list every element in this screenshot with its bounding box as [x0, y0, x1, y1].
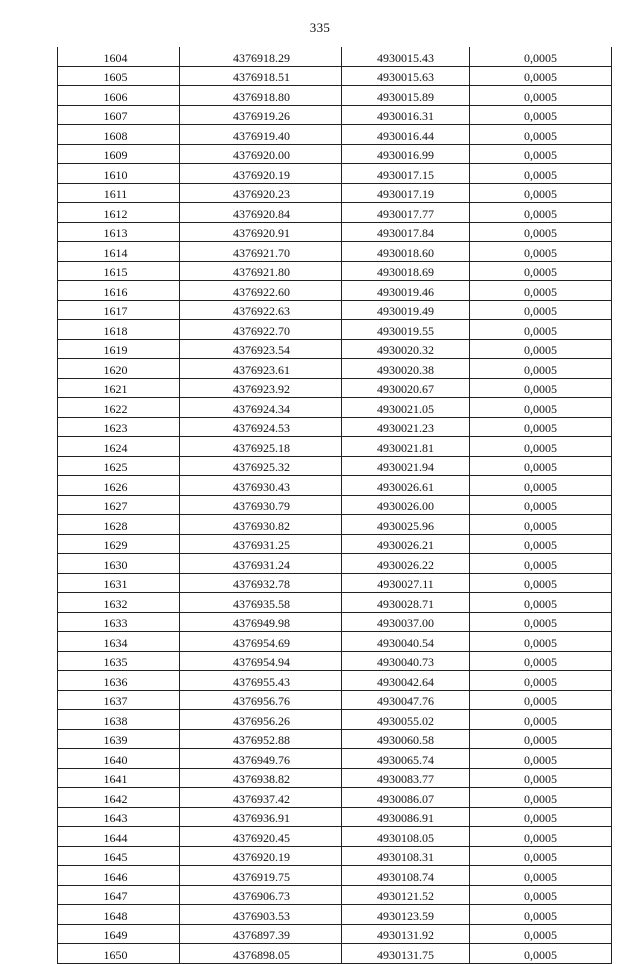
x-coordinate-cell: 4376937.42	[180, 788, 342, 808]
error-cell: 0,0005	[470, 66, 612, 86]
table-row	[58, 827, 612, 847]
y-coordinate-cell: 4930019.55	[342, 320, 470, 340]
error-cell: 0,0005	[470, 281, 612, 301]
table-row	[58, 164, 612, 184]
table-row	[58, 690, 612, 710]
error-cell: 0,0005	[470, 710, 612, 730]
table-row	[58, 339, 612, 359]
table-row	[58, 242, 612, 262]
point-number-cell: 1639	[58, 729, 180, 749]
table-row	[58, 534, 612, 554]
x-coordinate-cell: 4376931.25	[180, 534, 342, 554]
point-number-cell: 1609	[58, 144, 180, 164]
coordinates-table-body	[58, 47, 612, 963]
y-coordinate-cell: 4930017.19	[342, 183, 470, 203]
point-number-cell: 1638	[58, 710, 180, 730]
x-coordinate-cell: 4376920.23	[180, 183, 342, 203]
y-coordinate-cell: 4930086.91	[342, 807, 470, 827]
y-coordinate-cell: 4930131.92	[342, 924, 470, 944]
x-coordinate-cell: 4376938.82	[180, 768, 342, 788]
error-cell: 0,0005	[470, 242, 612, 262]
table-row	[58, 651, 612, 671]
y-coordinate-cell: 4930108.05	[342, 827, 470, 847]
point-number-cell: 1625	[58, 456, 180, 476]
table-row	[58, 632, 612, 652]
x-coordinate-cell: 4376920.45	[180, 827, 342, 847]
table-row	[58, 905, 612, 925]
error-cell: 0,0005	[470, 632, 612, 652]
point-number-cell: 1626	[58, 476, 180, 496]
x-coordinate-cell: 4376906.73	[180, 885, 342, 905]
y-coordinate-cell: 4930015.89	[342, 86, 470, 106]
point-number-cell: 1629	[58, 534, 180, 554]
error-cell: 0,0005	[470, 183, 612, 203]
table-row	[58, 612, 612, 632]
table-row	[58, 320, 612, 340]
x-coordinate-cell: 4376920.84	[180, 203, 342, 223]
x-coordinate-cell: 4376919.40	[180, 125, 342, 145]
point-number-cell: 1616	[58, 281, 180, 301]
x-coordinate-cell: 4376935.58	[180, 593, 342, 613]
x-coordinate-cell: 4376922.63	[180, 300, 342, 320]
y-coordinate-cell: 4930020.32	[342, 339, 470, 359]
x-coordinate-cell: 4376920.19	[180, 846, 342, 866]
point-number-cell: 1630	[58, 554, 180, 574]
y-coordinate-cell: 4930015.63	[342, 66, 470, 86]
error-cell: 0,0005	[470, 612, 612, 632]
x-coordinate-cell: 4376956.76	[180, 690, 342, 710]
error-cell: 0,0005	[470, 729, 612, 749]
point-number-cell: 1604	[58, 47, 180, 66]
x-coordinate-cell: 4376920.00	[180, 144, 342, 164]
x-coordinate-cell: 4376920.19	[180, 164, 342, 184]
table-row	[58, 807, 612, 827]
error-cell: 0,0005	[470, 437, 612, 457]
error-cell: 0,0005	[470, 378, 612, 398]
table-row	[58, 866, 612, 886]
y-coordinate-cell: 4930021.81	[342, 437, 470, 457]
point-number-cell: 1617	[58, 300, 180, 320]
point-number-cell: 1637	[58, 690, 180, 710]
point-number-cell: 1647	[58, 885, 180, 905]
error-cell: 0,0005	[470, 924, 612, 944]
table-row	[58, 86, 612, 106]
error-cell: 0,0005	[470, 144, 612, 164]
error-cell: 0,0005	[470, 456, 612, 476]
y-coordinate-cell: 4930016.44	[342, 125, 470, 145]
error-cell: 0,0005	[470, 944, 612, 964]
x-coordinate-cell: 4376923.61	[180, 359, 342, 379]
y-coordinate-cell: 4930131.75	[342, 944, 470, 964]
table-row	[58, 125, 612, 145]
x-coordinate-cell: 4376923.92	[180, 378, 342, 398]
x-coordinate-cell: 4376918.29	[180, 47, 342, 66]
error-cell: 0,0005	[470, 47, 612, 66]
x-coordinate-cell: 4376923.54	[180, 339, 342, 359]
y-coordinate-cell: 4930016.99	[342, 144, 470, 164]
x-coordinate-cell: 4376924.53	[180, 417, 342, 437]
x-coordinate-cell: 4376925.18	[180, 437, 342, 457]
y-coordinate-cell: 4930016.31	[342, 105, 470, 125]
error-cell: 0,0005	[470, 203, 612, 223]
error-cell: 0,0005	[470, 300, 612, 320]
point-number-cell: 1620	[58, 359, 180, 379]
y-coordinate-cell: 4930108.74	[342, 866, 470, 886]
error-cell: 0,0005	[470, 885, 612, 905]
y-coordinate-cell: 4930086.07	[342, 788, 470, 808]
x-coordinate-cell: 4376930.82	[180, 515, 342, 535]
y-coordinate-cell: 4930020.67	[342, 378, 470, 398]
table-row	[58, 710, 612, 730]
x-coordinate-cell: 4376949.76	[180, 749, 342, 769]
point-number-cell: 1622	[58, 398, 180, 418]
y-coordinate-cell: 4930021.94	[342, 456, 470, 476]
error-cell: 0,0005	[470, 554, 612, 574]
x-coordinate-cell: 4376924.34	[180, 398, 342, 418]
error-cell: 0,0005	[470, 515, 612, 535]
x-coordinate-cell: 4376956.26	[180, 710, 342, 730]
point-number-cell: 1646	[58, 866, 180, 886]
error-cell: 0,0005	[470, 827, 612, 847]
x-coordinate-cell: 4376931.24	[180, 554, 342, 574]
point-number-cell: 1607	[58, 105, 180, 125]
y-coordinate-cell: 4930018.69	[342, 261, 470, 281]
x-coordinate-cell: 4376930.79	[180, 495, 342, 515]
table-row	[58, 788, 612, 808]
table-row	[58, 885, 612, 905]
y-coordinate-cell: 4930017.15	[342, 164, 470, 184]
table-row	[58, 495, 612, 515]
x-coordinate-cell: 4376954.94	[180, 651, 342, 671]
x-coordinate-cell: 4376949.98	[180, 612, 342, 632]
error-cell: 0,0005	[470, 222, 612, 242]
y-coordinate-cell: 4930017.84	[342, 222, 470, 242]
y-coordinate-cell: 4930021.05	[342, 398, 470, 418]
y-coordinate-cell: 4930018.60	[342, 242, 470, 262]
x-coordinate-cell: 4376897.39	[180, 924, 342, 944]
x-coordinate-cell: 4376932.78	[180, 573, 342, 593]
y-coordinate-cell: 4930021.23	[342, 417, 470, 437]
point-number-cell: 1619	[58, 339, 180, 359]
point-number-cell: 1627	[58, 495, 180, 515]
coordinates-table	[57, 47, 612, 964]
page-number: 335	[309, 20, 331, 35]
error-cell: 0,0005	[470, 651, 612, 671]
error-cell: 0,0005	[470, 86, 612, 106]
y-coordinate-cell: 4930042.64	[342, 671, 470, 691]
y-coordinate-cell: 4930083.77	[342, 768, 470, 788]
error-cell: 0,0005	[470, 690, 612, 710]
y-coordinate-cell: 4930065.74	[342, 749, 470, 769]
point-number-cell: 1641	[58, 768, 180, 788]
table-row	[58, 768, 612, 788]
x-coordinate-cell: 4376898.05	[180, 944, 342, 964]
table-row	[58, 66, 612, 86]
table-row	[58, 281, 612, 301]
y-coordinate-cell: 4930040.54	[342, 632, 470, 652]
y-coordinate-cell: 4930019.49	[342, 300, 470, 320]
point-number-cell: 1644	[58, 827, 180, 847]
error-cell: 0,0005	[470, 417, 612, 437]
error-cell: 0,0005	[470, 671, 612, 691]
error-cell: 0,0005	[470, 768, 612, 788]
error-cell: 0,0005	[470, 359, 612, 379]
x-coordinate-cell: 4376922.60	[180, 281, 342, 301]
error-cell: 0,0005	[470, 476, 612, 496]
y-coordinate-cell: 4930121.52	[342, 885, 470, 905]
point-number-cell: 1649	[58, 924, 180, 944]
point-number-cell: 1650	[58, 944, 180, 964]
point-number-cell: 1636	[58, 671, 180, 691]
x-coordinate-cell: 4376955.43	[180, 671, 342, 691]
table-row	[58, 554, 612, 574]
error-cell: 0,0005	[470, 593, 612, 613]
y-coordinate-cell: 4930108.31	[342, 846, 470, 866]
point-number-cell: 1624	[58, 437, 180, 457]
table-row	[58, 359, 612, 379]
x-coordinate-cell: 4376903.53	[180, 905, 342, 925]
y-coordinate-cell: 4930020.38	[342, 359, 470, 379]
point-number-cell: 1635	[58, 651, 180, 671]
x-coordinate-cell: 4376919.26	[180, 105, 342, 125]
error-cell: 0,0005	[470, 788, 612, 808]
table-row	[58, 846, 612, 866]
y-coordinate-cell: 4930026.21	[342, 534, 470, 554]
y-coordinate-cell: 4930055.02	[342, 710, 470, 730]
error-cell: 0,0005	[470, 749, 612, 769]
x-coordinate-cell: 4376921.70	[180, 242, 342, 262]
point-number-cell: 1643	[58, 807, 180, 827]
point-number-cell: 1628	[58, 515, 180, 535]
x-coordinate-cell: 4376952.88	[180, 729, 342, 749]
table-row	[58, 593, 612, 613]
y-coordinate-cell: 4930019.46	[342, 281, 470, 301]
y-coordinate-cell: 4930015.43	[342, 47, 470, 66]
table-row	[58, 573, 612, 593]
table-row	[58, 729, 612, 749]
table-row	[58, 105, 612, 125]
error-cell: 0,0005	[470, 398, 612, 418]
point-number-cell: 1642	[58, 788, 180, 808]
point-number-cell: 1648	[58, 905, 180, 925]
x-coordinate-cell: 4376930.43	[180, 476, 342, 496]
error-cell: 0,0005	[470, 261, 612, 281]
point-number-cell: 1610	[58, 164, 180, 184]
y-coordinate-cell: 4930047.76	[342, 690, 470, 710]
point-number-cell: 1645	[58, 846, 180, 866]
table-row	[58, 437, 612, 457]
table-row	[58, 261, 612, 281]
table-row	[58, 203, 612, 223]
error-cell: 0,0005	[470, 125, 612, 145]
y-coordinate-cell: 4930060.58	[342, 729, 470, 749]
point-number-cell: 1640	[58, 749, 180, 769]
x-coordinate-cell: 4376919.75	[180, 866, 342, 886]
error-cell: 0,0005	[470, 905, 612, 925]
y-coordinate-cell: 4930028.71	[342, 593, 470, 613]
y-coordinate-cell: 4930037.00	[342, 612, 470, 632]
point-number-cell: 1608	[58, 125, 180, 145]
point-number-cell: 1613	[58, 222, 180, 242]
table-row	[58, 671, 612, 691]
error-cell: 0,0005	[470, 339, 612, 359]
x-coordinate-cell: 4376925.32	[180, 456, 342, 476]
point-number-cell: 1612	[58, 203, 180, 223]
point-number-cell: 1615	[58, 261, 180, 281]
x-coordinate-cell: 4376936.91	[180, 807, 342, 827]
error-cell: 0,0005	[470, 320, 612, 340]
point-number-cell: 1618	[58, 320, 180, 340]
table-row	[58, 47, 612, 66]
table-row	[58, 456, 612, 476]
table-row	[58, 924, 612, 944]
table-row	[58, 144, 612, 164]
point-number-cell: 1623	[58, 417, 180, 437]
table-row	[58, 300, 612, 320]
table-row	[58, 222, 612, 242]
table-row	[58, 749, 612, 769]
point-number-cell: 1621	[58, 378, 180, 398]
point-number-cell: 1614	[58, 242, 180, 262]
table-row	[58, 398, 612, 418]
point-number-cell: 1606	[58, 86, 180, 106]
point-number-cell: 1634	[58, 632, 180, 652]
error-cell: 0,0005	[470, 573, 612, 593]
point-number-cell: 1611	[58, 183, 180, 203]
x-coordinate-cell: 4376922.70	[180, 320, 342, 340]
y-coordinate-cell: 4930040.73	[342, 651, 470, 671]
x-coordinate-cell: 4376918.51	[180, 66, 342, 86]
y-coordinate-cell: 4930026.00	[342, 495, 470, 515]
error-cell: 0,0005	[470, 534, 612, 554]
y-coordinate-cell: 4930027.11	[342, 573, 470, 593]
error-cell: 0,0005	[470, 846, 612, 866]
y-coordinate-cell: 4930017.77	[342, 203, 470, 223]
table-row	[58, 417, 612, 437]
point-number-cell: 1631	[58, 573, 180, 593]
y-coordinate-cell: 4930123.59	[342, 905, 470, 925]
error-cell: 0,0005	[470, 495, 612, 515]
x-coordinate-cell: 4376920.91	[180, 222, 342, 242]
table-row	[58, 476, 612, 496]
y-coordinate-cell: 4930025.96	[342, 515, 470, 535]
x-coordinate-cell: 4376921.80	[180, 261, 342, 281]
x-coordinate-cell: 4376954.69	[180, 632, 342, 652]
table-row	[58, 378, 612, 398]
error-cell: 0,0005	[470, 105, 612, 125]
error-cell: 0,0005	[470, 807, 612, 827]
error-cell: 0,0005	[470, 866, 612, 886]
table-row	[58, 183, 612, 203]
error-cell: 0,0005	[470, 164, 612, 184]
y-coordinate-cell: 4930026.22	[342, 554, 470, 574]
point-number-cell: 1633	[58, 612, 180, 632]
point-number-cell: 1632	[58, 593, 180, 613]
table-row	[58, 944, 612, 964]
table-row	[58, 515, 612, 535]
x-coordinate-cell: 4376918.80	[180, 86, 342, 106]
y-coordinate-cell: 4930026.61	[342, 476, 470, 496]
point-number-cell: 1605	[58, 66, 180, 86]
